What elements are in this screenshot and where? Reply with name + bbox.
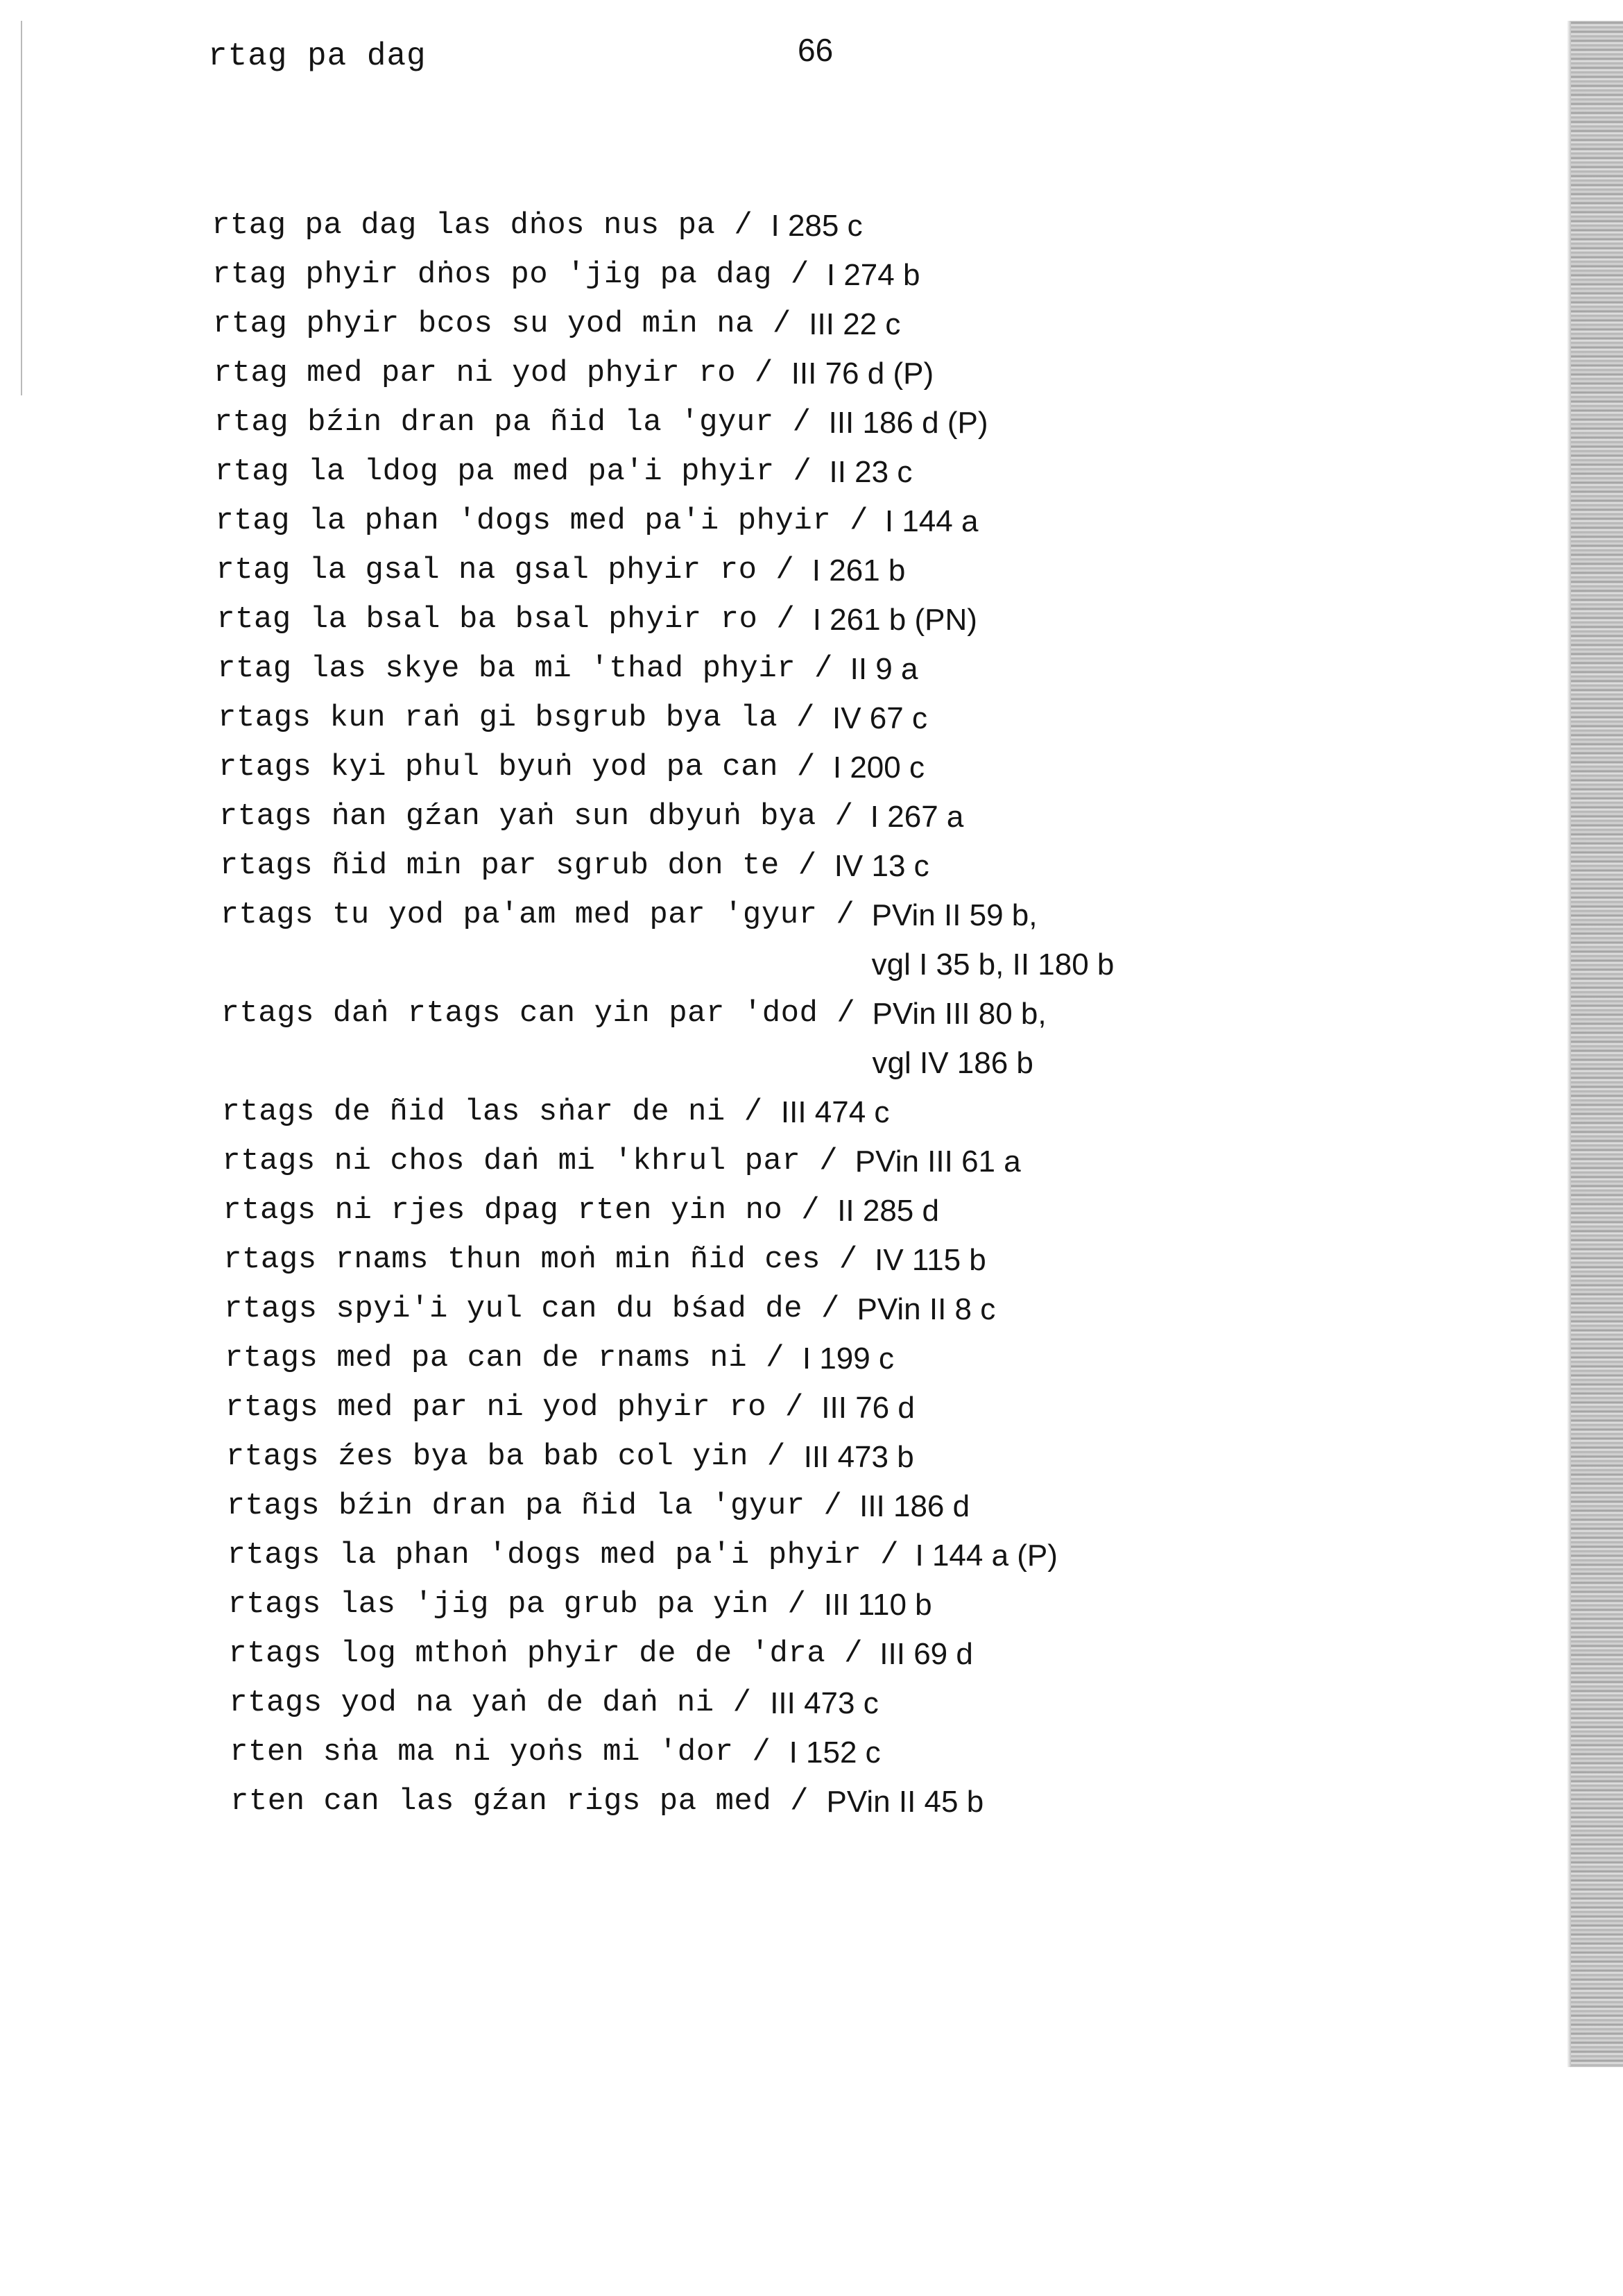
verse-text: rtags las 'jig pa grub pa yin / — [227, 1587, 807, 1622]
verse-reference: I 144 a — [884, 504, 979, 538]
verse-text: rtags la phan 'dogs med pa'i phyir / — [227, 1538, 900, 1573]
verse-text: rtags rnams thun moṅ min ñid ces / — [223, 1242, 858, 1277]
entry-row — [0, 497, 1554, 546]
verse-text: rtag la gsal na gsal phyir ro / — [216, 553, 795, 588]
verse-text: rtags ñid min par sgrub don te / — [219, 848, 817, 883]
verse-reference: III 186 d (P) — [828, 406, 988, 440]
verse-text: rten can las gźan rigs pa med / — [230, 1784, 809, 1819]
verse-reference: II 9 a — [850, 652, 918, 686]
verse-reference: I 285 c — [771, 209, 863, 243]
verse-reference: III 76 d (P) — [791, 357, 934, 391]
entry-row — [0, 1580, 1554, 1629]
verse-text: rtags tu yod pa'am med par 'gyur / — [220, 898, 855, 932]
entry-row — [0, 1679, 1554, 1728]
verse-reference: I 144 a (P) — [915, 1539, 1058, 1573]
entry-row — [0, 1629, 1554, 1679]
verse-text: rtag phyir bcos su yod min na / — [212, 307, 791, 341]
verse-reference: I 261 b (PN) — [812, 603, 977, 637]
verse-reference: III 76 d — [821, 1391, 915, 1425]
verse-reference: PVin II 45 b — [826, 1785, 984, 1819]
verse-text: rtags kyi phul byuṅ yod pa can / — [218, 750, 816, 785]
entry-row — [0, 1728, 1554, 1777]
verse-reference: I 274 b — [826, 258, 920, 292]
entry-row — [0, 891, 1554, 989]
verse-reference: I 200 c — [832, 751, 925, 785]
entry-row — [0, 1482, 1554, 1531]
verse-reference: PVin III 61 a — [855, 1145, 1021, 1179]
verse-text: rtags daṅ rtags can yin par 'dod / — [221, 996, 856, 1031]
verse-reference: IV 13 c — [834, 849, 929, 883]
entry-row — [0, 1432, 1554, 1482]
verse-text: rtag la bsal ba bsal phyir ro / — [216, 602, 796, 637]
entry-row — [0, 1383, 1554, 1432]
verse-reference: I 267 a — [870, 800, 964, 834]
verse-reference: I 152 c — [789, 1736, 881, 1770]
verse-text: rten sṅa ma ni yoṅs mi 'dor / — [230, 1735, 771, 1770]
entry-row — [0, 201, 1554, 250]
entry-row — [0, 1531, 1554, 1580]
verse-text: rtags źes bya ba bab col yin / — [225, 1439, 786, 1474]
verse-reference: II 23 c — [829, 455, 913, 489]
verse-reference-continuation: vgl I 35 b, II 180 b — [871, 948, 1115, 982]
entry-row — [0, 1186, 1554, 1235]
verse-reference: III 110 b — [823, 1588, 932, 1622]
entry-list — [0, 201, 1554, 1826]
verse-text: rtag bźin dran pa ñid la 'gyur / — [214, 405, 812, 440]
verse-text: rtag phyir dṅos po 'jig pa dag / — [212, 257, 809, 292]
verse-reference: III 474 c — [780, 1095, 890, 1129]
verse-reference: I 199 c — [802, 1342, 894, 1376]
verse-reference: III 473 c — [770, 1686, 879, 1720]
verse-reference: III 69 d — [879, 1637, 973, 1671]
verse-text: rtags log mthoṅ phyir de de 'dra / — [228, 1636, 864, 1671]
verse-text: rtags med pa can de rnams ni / — [224, 1341, 785, 1376]
entry-row — [0, 1334, 1554, 1383]
verse-text: rtags de ñid las sṅar de ni / — [221, 1095, 763, 1129]
verse-reference: I 261 b — [812, 554, 906, 588]
verse-text: rtag las skye ba mi 'thad phyir / — [217, 651, 833, 686]
entry-row — [0, 644, 1554, 694]
entry-row — [0, 447, 1554, 497]
verse-text: rtags ni chos daṅ mi 'khrul par / — [222, 1144, 839, 1179]
entry-row — [0, 841, 1554, 891]
entry-row — [0, 1777, 1554, 1826]
entry-row — [0, 398, 1554, 447]
verse-reference: III 22 c — [809, 307, 901, 341]
verse-text: rtag pa dag las dṅos nus pa / — [212, 208, 753, 243]
entry-row — [0, 1137, 1554, 1186]
entry-row — [0, 546, 1554, 595]
verse-text: rtags med par ni yod phyir ro / — [225, 1390, 804, 1425]
verse-reference: III 186 d — [859, 1489, 970, 1523]
verse-reference: II 285 d — [837, 1194, 939, 1228]
verse-text: rtags yod na yaṅ de daṅ ni / — [229, 1686, 752, 1720]
verse-reference: PVin II 8 c — [857, 1292, 996, 1326]
verse-reference-continuation: vgl IV 186 b — [872, 1046, 1033, 1080]
verse-text: rtag la ldog pa med pa'i phyir / — [214, 454, 812, 489]
entry-row — [0, 300, 1554, 349]
entry-row — [0, 250, 1554, 300]
verse-text: rtag med par ni yod phyir ro / — [213, 356, 773, 391]
entry-row — [0, 595, 1554, 644]
verse-text: rtags ṅan gźan yaṅ sun dbyuṅ bya / — [218, 799, 854, 834]
verse-text: rtags ni rjes dpag rten yin no / — [223, 1193, 821, 1228]
verse-text: rtags bźin dran pa ñid la 'gyur / — [226, 1489, 843, 1523]
page-number: 66 — [798, 32, 834, 68]
entry-row — [0, 1235, 1554, 1285]
verse-reference: PVin III 80 b, — [872, 997, 1047, 1031]
running-head: rtag pa dag — [208, 38, 427, 74]
entry-row — [0, 1088, 1554, 1137]
verse-reference: IV 67 c — [832, 701, 927, 735]
verse-text: rtags kun raṅ gi bsgrub bya la / — [218, 701, 815, 735]
entry-row — [0, 792, 1554, 841]
verse-reference: IV 115 b — [875, 1243, 986, 1277]
scan-edge-shadow — [1571, 21, 1623, 2067]
verse-text: rtag la phan 'dogs med pa'i phyir / — [215, 504, 869, 538]
entry-row — [0, 694, 1554, 743]
entry-row — [0, 1285, 1554, 1334]
entry-row — [0, 743, 1554, 792]
entry-row — [0, 989, 1554, 1088]
entry-row — [0, 349, 1554, 398]
verse-reference: III 473 b — [803, 1440, 914, 1474]
verse-reference: PVin II 59 b, — [871, 898, 1038, 932]
verse-text: rtags spyi'i yul can du bśad de / — [224, 1292, 840, 1326]
